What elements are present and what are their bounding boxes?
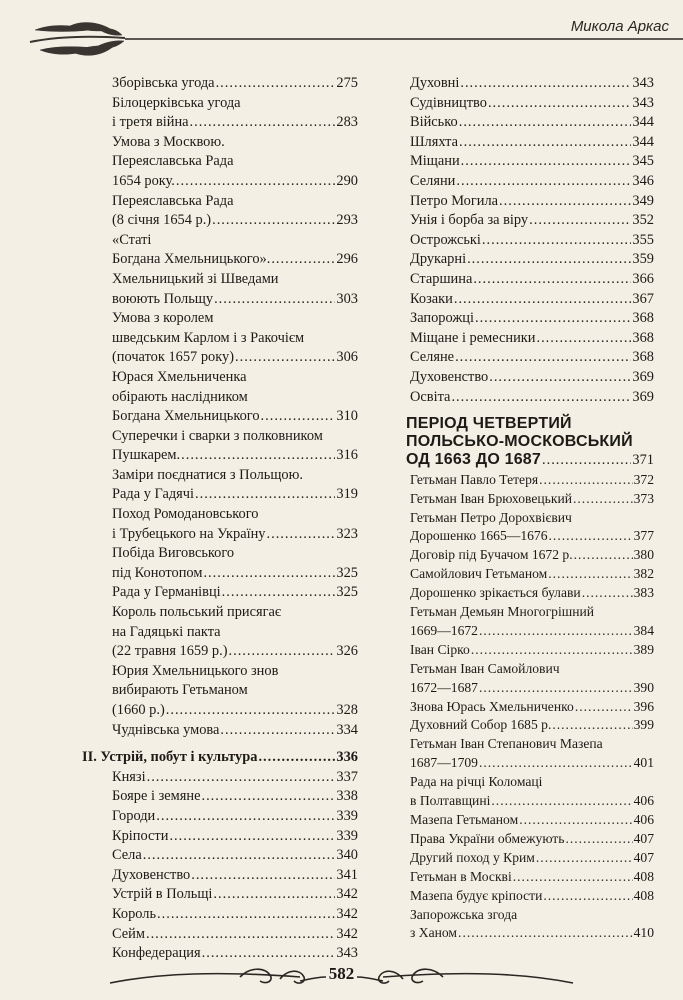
toc-entry-title: 1672—1687	[410, 679, 478, 695]
toc-entry-title: Міщане і ремесники	[410, 329, 536, 346]
toc-entry-title: (8 січня 1654 р.)	[112, 212, 212, 229]
toc-entry-title: (початок 1657 року)	[112, 349, 234, 366]
toc-entry-page: 383	[633, 585, 654, 601]
toc-entry	[406, 94, 654, 114]
toc-entry-title: (22 травня 1659 р.)	[112, 643, 228, 660]
toc-entry-page: 323	[336, 525, 358, 542]
toc-entry-page: 346	[632, 172, 654, 189]
toc-leader-dots	[176, 172, 335, 192]
toc-entry-page: 316	[336, 447, 358, 464]
toc-entry-page: 396	[633, 698, 654, 714]
toc-entry	[406, 290, 654, 310]
toc-entry-page: 410	[633, 925, 654, 941]
toc-entry-page: 339	[336, 827, 358, 844]
toc-entry-title: Гетьман Павло Тетеря	[410, 471, 539, 487]
toc-leader-dots	[489, 368, 631, 388]
toc-entry-title: Городи	[112, 807, 156, 824]
toc-entry-title: Дорошенко 1665—1676	[410, 528, 548, 544]
toc-entry-title: обірають наслідником	[112, 388, 248, 405]
toc-entry-page: 325	[336, 564, 358, 581]
toc-entry-page: 334	[336, 721, 358, 738]
toc-entry-page: 339	[336, 807, 358, 824]
toc-entry-page: 306	[336, 349, 358, 366]
toc-leader-dots	[166, 701, 336, 721]
toc-entry	[406, 368, 654, 388]
toc-entry	[406, 906, 654, 944]
toc-entry-title: під Конотопом	[112, 564, 203, 581]
page-header	[0, 0, 683, 60]
toc-leader-dots	[552, 716, 632, 735]
toc-entry-title: Юрия Хмельницького знов	[112, 662, 279, 679]
toc-entry-page: 389	[633, 641, 654, 657]
toc-entry	[406, 660, 654, 698]
toc-entry-page: 355	[632, 231, 654, 248]
toc-leader-dots	[181, 446, 335, 466]
toc-entry-title: Білоцерківська угода	[112, 94, 241, 111]
header-author: Микола Аркас	[570, 18, 669, 35]
toc-leader-dots	[529, 211, 631, 231]
toc-leader-dots	[543, 887, 632, 906]
toc-leader-dots	[455, 348, 631, 368]
toc-entry	[406, 773, 654, 811]
toc-entry-title: (1660 р.)	[112, 702, 165, 718]
toc-leader-dots	[222, 583, 336, 603]
toc-leader-dots	[191, 866, 335, 886]
toc-entry	[406, 211, 654, 231]
toc-entry-title: Поход Ромодановського	[112, 506, 259, 523]
toc-entry-title: Кріпости	[112, 827, 169, 844]
toc-entry-page: 382	[633, 566, 654, 582]
toc-entry-title: Друкарні	[410, 251, 467, 268]
toc-entry	[82, 133, 358, 192]
toc-entry	[406, 270, 654, 290]
toc-entry-title: і третя війна	[112, 114, 189, 131]
toc-entry	[406, 830, 654, 849]
toc-entry-title: Юрася Хмельниченка	[112, 368, 247, 385]
toc-entry-page: 401	[633, 755, 654, 771]
toc-leader-dots	[235, 348, 335, 368]
toc-leader-dots	[261, 407, 336, 427]
toc-entry-page: 328	[336, 702, 358, 718]
toc-entry	[82, 885, 358, 905]
toc-entry-page: 373	[633, 490, 654, 506]
toc-entry	[82, 270, 358, 309]
toc-entry	[82, 827, 358, 847]
toc-entry-title: на Гадяцькі пакта	[112, 623, 221, 640]
toc-entry-page: 336	[336, 749, 358, 766]
toc-leader-dots	[271, 250, 335, 270]
toc-leader-dots	[156, 807, 335, 827]
toc-entry-page: 303	[336, 290, 358, 307]
toc-entry	[82, 466, 358, 505]
toc-entry-page: 368	[632, 349, 654, 366]
toc-leader-dots	[214, 290, 335, 310]
toc-entry-page: 407	[633, 849, 654, 865]
toc-entry-page: 408	[633, 887, 654, 903]
toc-entry-title: Села	[112, 847, 142, 864]
toc-leader-dots	[471, 641, 633, 660]
toc-entry-title: Самойлович Гетьманом	[410, 566, 548, 582]
toc-entry	[406, 192, 654, 212]
toc-entry	[82, 309, 358, 368]
toc-leader-dots	[582, 584, 633, 603]
toc-leader-dots	[459, 133, 631, 153]
toc-entry-page: 342	[336, 905, 358, 922]
toc-entry-title: Король польський присягає	[112, 604, 282, 621]
toc-entry-title: з Ханом	[410, 925, 458, 941]
toc-entry-title: Селяне	[410, 349, 455, 366]
toc-leader-dots	[229, 642, 336, 662]
toc-entry-page: 290	[336, 172, 358, 189]
toc-entry-page: 368	[632, 329, 654, 346]
toc-entry-title: «Статі	[112, 231, 152, 248]
toc-entry	[406, 735, 654, 773]
toc-leader-dots	[220, 721, 335, 741]
toc-entry	[406, 309, 654, 329]
toc-entry-page: 399	[633, 717, 654, 733]
toc-entry-title: Запорожці	[410, 310, 474, 327]
toc-leader-dots	[479, 754, 633, 773]
toc-entry	[406, 868, 654, 887]
toc-entry	[82, 846, 358, 866]
toc-entry	[406, 471, 654, 490]
toc-entry	[406, 546, 654, 565]
toc-entry	[406, 603, 654, 641]
toc-entry	[406, 716, 654, 735]
toc-leader-dots	[267, 525, 336, 545]
toc-entry-title: 1669—1672	[410, 622, 478, 638]
toc-entry-title: Суперечки і сварки з полковником	[112, 427, 323, 444]
part-heading-line: ПОЛЬСЬКО-МОСКОВСЬКИЙ	[406, 433, 633, 451]
toc-leader-dots	[147, 768, 336, 788]
toc-leader-dots	[539, 471, 632, 490]
toc-entry-title: Духовенство	[112, 866, 191, 883]
toc-entry	[82, 74, 358, 94]
toc-entry-title: Селяни	[410, 172, 456, 189]
toc-leader-dots	[169, 827, 335, 847]
toc-leader-dots	[519, 811, 632, 830]
toc-entry-page: 342	[336, 886, 358, 903]
toc-entry-title: Гетьман в Москві	[410, 868, 512, 884]
toc-leader-dots	[549, 527, 633, 546]
toc-entry	[406, 133, 654, 153]
toc-leader-dots	[258, 748, 335, 768]
toc-entry	[82, 231, 358, 270]
toc-entry-page: 377	[633, 528, 654, 544]
toc-entry	[406, 329, 654, 349]
toc-entry	[406, 250, 654, 270]
toc-entry	[82, 427, 358, 466]
toc-entry-title: Побіда Виговського	[112, 545, 235, 562]
toc-entry-title: Зборівська угода	[112, 75, 215, 91]
toc-entry-title: Король	[112, 905, 157, 922]
toc-leader-dots	[542, 451, 631, 471]
toc-entry-title: Переяславська Рада	[112, 153, 234, 170]
toc-entry-page: 345	[632, 153, 654, 170]
toc-entry-title: Дорошенко зрікається булави	[410, 585, 581, 601]
toc-entry-page: 275	[336, 75, 358, 91]
toc-entry-title: Переяславська Рада	[112, 192, 234, 209]
toc-entry-title: II. Устрій, побут і культура	[82, 749, 258, 766]
toc-entry	[82, 192, 358, 231]
toc-entry-page: 384	[633, 622, 654, 638]
toc-entry-page: 407	[633, 830, 654, 846]
toc-leader-dots	[475, 309, 631, 329]
toc-entry-title: Богдана Хмельницького	[112, 408, 260, 425]
toc-entry	[406, 231, 654, 251]
toc-entry	[82, 787, 358, 807]
toc-entry-title: Шляхта	[410, 133, 459, 150]
toc-entry-title: і Трубецького на Україну	[112, 525, 266, 542]
toc-entry-page: 337	[336, 768, 358, 785]
toc-entry-page: 293	[336, 212, 358, 229]
toc-section-heading	[82, 748, 358, 768]
toc-entry-page: 359	[632, 251, 654, 268]
toc-entry-title: Знова Юрась Хмельниченко	[410, 698, 574, 714]
toc-entry-page: 380	[633, 547, 654, 563]
toc-entry	[406, 509, 654, 547]
toc-entry-title: Гетьман Іван Самойлович	[410, 660, 560, 676]
toc-entry	[82, 768, 358, 788]
toc-entry-title: Гетьман Демьян Многогрішний	[410, 604, 595, 620]
toc-entry-title: Устрій в Польщі	[112, 886, 213, 903]
toc-entry-title: Пушкарем.	[112, 447, 181, 464]
toc-leader-dots	[565, 830, 632, 849]
toc-entry	[82, 583, 358, 603]
toc-leader-dots	[216, 74, 336, 94]
toc-entry	[406, 887, 654, 906]
toc-leader-dots	[458, 924, 633, 943]
toc-leader-dots	[451, 388, 631, 408]
toc-entry	[82, 866, 358, 886]
toc-leader-dots	[459, 113, 632, 133]
toc-entry	[406, 388, 654, 408]
toc-entry	[406, 565, 654, 584]
toc-entry	[82, 807, 358, 827]
toc-entry-title: Старшина	[410, 270, 473, 287]
toc-entry-page: 366	[632, 270, 654, 287]
toc-right-column	[406, 74, 654, 943]
toc-leader-dots	[513, 868, 633, 887]
toc-entry-page: 326	[336, 643, 358, 660]
toc-entry-title: Міщани	[410, 153, 460, 170]
toc-entry-title: Духовні	[410, 75, 460, 91]
toc-entry	[406, 584, 654, 603]
toc-entry-title: Рада у Гадячі	[112, 486, 195, 503]
toc-entry-page: 340	[336, 847, 358, 864]
toc-entry-page: 344	[632, 133, 654, 150]
toc-entry-page: 367	[632, 290, 654, 307]
toc-leader-dots	[479, 679, 633, 698]
toc-entry-page: 344	[632, 114, 654, 131]
toc-entry-title: Бояре і земяне	[112, 788, 201, 805]
toc-entry-title: в Полтавщині	[410, 793, 491, 809]
toc-entry-page: 325	[336, 584, 358, 601]
toc-entry-page: 369	[632, 388, 654, 405]
toc-entry	[82, 368, 358, 427]
toc-entry-title: Освіта	[410, 388, 451, 405]
toc-leader-dots	[536, 329, 631, 349]
toc-entry-title: Гетьман Іван Степанович Мазепа	[410, 736, 603, 752]
toc-entry-page: 406	[633, 793, 654, 809]
page-number: 582	[328, 964, 355, 983]
toc-entry-title: Рада у Германівці	[112, 584, 221, 601]
toc-entry-page: 372	[633, 471, 654, 487]
toc-leader-dots	[467, 250, 631, 270]
toc-leader-dots	[460, 74, 631, 94]
toc-entry	[82, 925, 358, 945]
toc-entry-title: Сейм	[112, 925, 145, 942]
toc-leader-dots	[574, 546, 633, 565]
toc-entry-title: Гетьман Іван Брюховецький	[410, 490, 572, 506]
toc-entry-title: Острожські	[410, 231, 481, 248]
toc-leader-dots	[488, 94, 631, 114]
toc-entry-title: Мазепа будує кріпости	[410, 887, 543, 903]
toc-left-column	[82, 74, 358, 964]
toc-entry	[82, 505, 358, 544]
toc-entry	[406, 641, 654, 660]
toc-entry-title: Чуднівська умова	[112, 721, 220, 738]
toc-entry-page: 349	[632, 192, 654, 209]
toc-entry-page: 390	[633, 679, 654, 695]
toc-entry-title: Унія і борба за віру	[410, 212, 529, 229]
toc-entry-page: 368	[632, 310, 654, 327]
toc-entry-page: 371	[632, 452, 654, 469]
toc-entry-title: Заміри поєднатися з Польщою.	[112, 466, 303, 483]
toc-entry-title: воюють Польщу	[112, 290, 214, 307]
toc-leader-dots	[473, 270, 631, 290]
toc-leader-dots	[212, 211, 335, 231]
toc-entry	[406, 698, 654, 717]
toc-entry-title: Козаки	[410, 290, 453, 307]
toc-entry-title: Військо	[410, 114, 458, 131]
toc-entry-title: Гетьман Петро Дорохвієвич	[410, 509, 572, 525]
toc-entry-title: 1654 року.	[112, 172, 175, 189]
toc-leader-dots	[548, 565, 632, 584]
toc-entry	[406, 74, 654, 94]
toc-entry-title: шведським Карлом і з Ракочієм	[112, 329, 305, 346]
toc-entry-title: Умова з Москвою.	[112, 133, 225, 150]
toc-entry-page: 342	[336, 925, 358, 942]
toc-entry	[82, 94, 358, 133]
part-heading-line: ПЕРІОД ЧЕТВЕРТИЙ	[406, 415, 572, 433]
toc-entry-page: 343	[632, 94, 654, 111]
toc-leader-dots	[491, 792, 632, 811]
part-heading-line: ОД 1663 ДО 1687	[406, 451, 541, 469]
toc-leader-dots	[143, 846, 336, 866]
toc-leader-dots	[482, 231, 632, 251]
toc-leader-dots	[479, 622, 633, 641]
toc-entry-page: 352	[632, 212, 654, 229]
toc-entry	[82, 603, 358, 662]
toc-entry	[406, 490, 654, 509]
toc-entry	[406, 348, 654, 368]
toc-entry-title: Права України обмежують	[410, 830, 565, 846]
toc-entry-page: 296	[336, 251, 358, 268]
toc-entry	[406, 113, 654, 133]
toc-entry-page: 310	[336, 408, 358, 425]
toc-leader-dots	[573, 490, 633, 509]
toc-entry-page: 406	[633, 812, 654, 827]
toc-leader-dots	[146, 925, 335, 945]
toc-entry-title: Богдана Хмельницького».	[112, 251, 271, 268]
toc-entry-page: 319	[336, 486, 358, 503]
toc-entry-title: Договір під Бучачом 1672 р.	[410, 547, 573, 563]
toc-leader-dots	[454, 290, 632, 310]
toc-entry-page: 343	[336, 945, 358, 962]
toc-entry-page: 408	[633, 868, 654, 884]
toc-leader-dots	[190, 113, 336, 133]
toc-entry	[82, 544, 358, 583]
toc-entry-title: Духовний Собор 1685 р.	[410, 717, 552, 733]
toc-entry-title: Конфедерация	[112, 945, 201, 962]
toc-entry-title: Хмельницький зі Шведами	[112, 270, 279, 287]
toc-leader-dots	[203, 564, 335, 584]
toc-entry-title: Іван Сірко	[410, 641, 470, 657]
toc-entry-title: вибирають Гетьманом	[112, 682, 248, 699]
toc-entry-page: 369	[632, 368, 654, 385]
toc-leader-dots	[157, 905, 335, 925]
toc-entry-title: Рада на річці Коломаці	[410, 774, 543, 790]
toc-leader-dots	[195, 485, 335, 505]
toc-leader-dots	[456, 172, 631, 192]
toc-part-heading	[406, 415, 654, 471]
toc-entry	[406, 849, 654, 868]
toc-entry-title: Петро Могила	[410, 192, 499, 209]
toc-entry-page: 343	[632, 75, 654, 91]
toc-entry-title: Мазепа Гетьманом	[410, 812, 519, 827]
toc-entry	[406, 811, 654, 830]
toc-entry-title: Духовенство	[410, 368, 489, 385]
toc-entry-title: Запорожська згода	[410, 906, 518, 922]
toc-entry-title: Другий поход у Крим	[410, 849, 535, 865]
toc-leader-dots	[201, 787, 335, 807]
toc-entry	[82, 905, 358, 925]
toc-entry-title: Князі	[112, 768, 146, 785]
toc-entry-page: 283	[336, 114, 358, 131]
toc-entry	[82, 662, 358, 721]
toc-leader-dots	[575, 698, 633, 717]
toc-entry-page: 341	[336, 866, 358, 883]
toc-entry	[82, 721, 358, 741]
toc-leader-dots	[461, 152, 632, 172]
toc-entry	[406, 152, 654, 172]
toc-entry	[406, 172, 654, 192]
toc-entry-title: Умова з королем	[112, 310, 214, 327]
toc-leader-dots	[499, 192, 631, 212]
toc-entry-page: 338	[336, 788, 358, 805]
toc-leader-dots	[536, 849, 633, 868]
toc-entry-title: Судівництво	[410, 94, 487, 111]
toc-leader-dots	[213, 885, 335, 905]
toc-entry-title: 1687—1709	[410, 755, 478, 771]
